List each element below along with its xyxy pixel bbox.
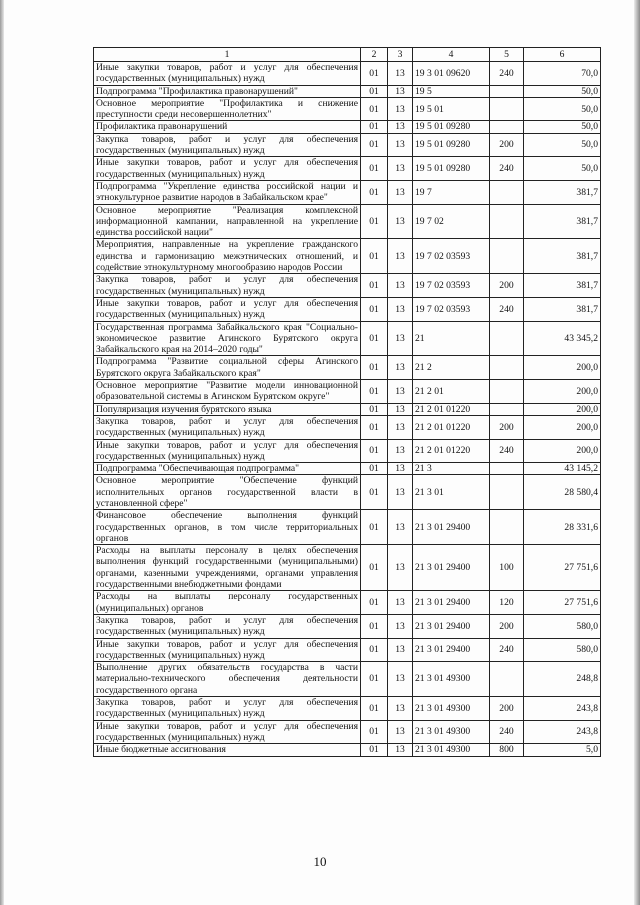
table-row [94,697,601,721]
cell-name: Государственная программа Забайкальского края "Социально-экономическое развитие Агинского Бурятского округа Забайкальского края на 2014–2020 годы" [94,321,361,356]
cell-target-item: 19 5 01 [413,97,490,121]
cell-name: Основное мероприятие "Обеспечение функций исполнительных органов государственной власти в установленной сфере" [94,475,361,510]
cell-sum: 243,8 [524,720,601,744]
cell-sum: 248,8 [524,662,601,697]
cell-expense-type [490,380,524,404]
cell-name: Закупка товаров, работ и услуг для обеспечения государственных (муниципальных) нужд [94,133,361,157]
table-row [94,510,601,545]
cell-section: 01 [361,180,388,204]
cell-sum: 200,0 [524,439,601,463]
cell-section: 01 [361,297,388,321]
cell-sum: 200,0 [524,403,601,415]
cell-sum: 50,0 [524,121,601,133]
table-row [94,439,601,463]
table-row [94,744,601,756]
table-row [94,403,601,415]
cell-name: Закупка товаров, работ и услуг для обеспечения государственных (муниципальных) нужд [94,614,361,638]
cell-name: Основное мероприятие "Профилактика и снижение преступности среди несовершеннолетних" [94,97,361,121]
cell-expense-type: 200 [490,274,524,298]
cell-expense-type: 100 [490,545,524,591]
table-row [94,121,601,133]
cell-name: Закупка товаров, работ и услуг для обеспечения государственных (муниципальных) нужд [94,274,361,298]
cell-subsection: 13 [388,403,413,415]
scan-left-edge [0,0,4,905]
cell-sum: 200,0 [524,415,601,439]
cell-name: Закупка товаров, работ и услуг для обеспечения государственных (муниципальных) нужд [94,697,361,721]
cell-name: Мероприятия, направленные на укрепление гражданского единства и гармонизацию межэтнических отношений, и содействие этнокультурному многообразию народов России [94,239,361,274]
cell-target-item: 21 [413,321,490,356]
cell-expense-type [490,121,524,133]
cell-subsection: 13 [388,662,413,697]
cell-target-item: 21 3 01 [413,475,490,510]
cell-subsection: 13 [388,297,413,321]
cell-target-item: 21 3 01 29400 [413,545,490,591]
cell-section: 01 [361,321,388,356]
cell-expense-type [490,463,524,475]
cell-name: Профилактика правонарушений [94,121,361,133]
table-row [94,204,601,239]
cell-expense-type: 200 [490,697,524,721]
cell-section: 01 [361,62,388,86]
table-row [94,380,601,404]
cell-target-item: 19 7 02 [413,204,490,239]
cell-sum: 28 331,6 [524,510,601,545]
cell-subsection: 13 [388,85,413,97]
cell-name: Подпрограмма "Развитие социальной сферы Агинского Бурятского округа Забайкальского края" [94,356,361,380]
cell-target-item: 19 5 01 09280 [413,121,490,133]
cell-section: 01 [361,133,388,157]
cell-section: 01 [361,157,388,181]
table-row [94,662,601,697]
cell-section: 01 [361,403,388,415]
cell-section: 01 [361,591,388,615]
cell-subsection: 13 [388,121,413,133]
table-row [94,274,601,298]
cell-target-item: 21 2 01 01220 [413,415,490,439]
table-row [94,475,601,510]
cell-target-item: 21 2 [413,356,490,380]
cell-expense-type [490,356,524,380]
cell-target-item: 21 3 [413,463,490,475]
table-row [94,157,601,181]
cell-subsection: 13 [388,356,413,380]
cell-subsection: 13 [388,744,413,756]
cell-subsection: 13 [388,321,413,356]
cell-target-item: 19 5 [413,85,490,97]
table-row [94,614,601,638]
cell-name: Подпрограмма "Обеспечивающая подпрограмма" [94,463,361,475]
table-row [94,545,601,591]
table-row [94,463,601,475]
cell-expense-type [490,204,524,239]
cell-sum: 43 145,2 [524,463,601,475]
cell-sum: 381,7 [524,180,601,204]
cell-sum: 27 751,6 [524,591,601,615]
cell-name: Иные закупки товаров, работ и услуг для обеспечения государственных (муниципальных) нужд [94,297,361,321]
cell-name: Иные бюджетные ассигнования [94,744,361,756]
page-number: 10 [313,854,327,869]
cell-expense-type: 200 [490,415,524,439]
cell-expense-type: 240 [490,157,524,181]
cell-expense-type [490,97,524,121]
cell-section: 01 [361,439,388,463]
cell-target-item: 21 3 01 29400 [413,638,490,662]
cell-subsection: 13 [388,239,413,274]
cell-expense-type [490,662,524,697]
cell-subsection: 13 [388,274,413,298]
cell-target-item: 19 5 01 09280 [413,133,490,157]
cell-subsection: 13 [388,638,413,662]
table-row [94,133,601,157]
cell-sum: 27 751,6 [524,545,601,591]
cell-sum: 200,0 [524,380,601,404]
cell-section: 01 [361,720,388,744]
cell-expense-type [490,321,524,356]
cell-subsection: 13 [388,439,413,463]
cell-name: Расходы на выплаты персоналу в целях обеспечения выполнения функций государственными (муниципальными) органами, казенными учреждениями, органами управления государственными внебюджетными фондами [94,545,361,591]
budget-table [93,47,601,757]
cell-subsection: 13 [388,510,413,545]
cell-name: Популяризация изучения бурятского языка [94,403,361,415]
cell-target-item: 21 2 01 [413,380,490,404]
cell-sum: 381,7 [524,239,601,274]
cell-target-item: 21 2 01 01220 [413,403,490,415]
cell-section: 01 [361,697,388,721]
cell-expense-type [490,180,524,204]
cell-section: 01 [361,121,388,133]
header-cell-name: 1 [94,48,361,62]
cell-subsection: 13 [388,720,413,744]
cell-expense-type [490,510,524,545]
cell-name: Иные закупки товаров, работ и услуг для обеспечения государственных (муниципальных) нужд [94,439,361,463]
cell-target-item: 21 3 01 29400 [413,591,490,615]
cell-name: Выполнение других обязательств государства в части материально-технического обеспечения деятельности государственного органа [94,662,361,697]
cell-name: Основное мероприятие "Реализация комплексной информационной кампании, направленной на укрепление единства российской нации" [94,204,361,239]
cell-subsection: 13 [388,463,413,475]
table-row [94,297,601,321]
cell-sum: 43 345,2 [524,321,601,356]
budget-table-body [94,48,601,757]
cell-section: 01 [361,614,388,638]
cell-section: 01 [361,475,388,510]
cell-sum: 200,0 [524,356,601,380]
cell-sum: 243,8 [524,697,601,721]
cell-target-item: 21 2 01 01220 [413,439,490,463]
cell-target-item: 21 3 01 29400 [413,614,490,638]
cell-sum: 381,7 [524,297,601,321]
cell-subsection: 13 [388,545,413,591]
table-row [94,415,601,439]
cell-sum: 580,0 [524,638,601,662]
cell-section: 01 [361,415,388,439]
cell-expense-type: 240 [490,638,524,662]
cell-target-item: 21 3 01 49300 [413,697,490,721]
table-row [94,97,601,121]
table-row [94,720,601,744]
cell-subsection: 13 [388,614,413,638]
cell-expense-type [490,239,524,274]
table-row [94,321,601,356]
cell-subsection: 13 [388,591,413,615]
cell-subsection: 13 [388,475,413,510]
scan-right-edge [634,0,640,905]
cell-section: 01 [361,380,388,404]
cell-section: 01 [361,85,388,97]
cell-section: 01 [361,463,388,475]
header-cell-target-item: 4 [413,48,490,62]
cell-subsection: 13 [388,157,413,181]
header-cell-section: 2 [361,48,388,62]
cell-section: 01 [361,97,388,121]
cell-sum: 5,0 [524,744,601,756]
table-row [94,591,601,615]
table-row [94,356,601,380]
cell-section: 01 [361,638,388,662]
cell-target-item: 19 7 02 03593 [413,274,490,298]
header-cell-subsection: 3 [388,48,413,62]
cell-sum: 381,7 [524,274,601,298]
cell-sum: 50,0 [524,157,601,181]
cell-target-item: 21 3 01 49300 [413,720,490,744]
table-header-row [94,48,601,62]
cell-section: 01 [361,204,388,239]
cell-name: Иные закупки товаров, работ и услуг для обеспечения государственных (муниципальных) нужд [94,62,361,86]
cell-target-item: 19 3 01 09620 [413,62,490,86]
cell-expense-type: 240 [490,720,524,744]
cell-sum: 50,0 [524,97,601,121]
cell-section: 01 [361,744,388,756]
cell-target-item: 21 3 01 49300 [413,662,490,697]
cell-section: 01 [361,662,388,697]
cell-section: 01 [361,510,388,545]
cell-expense-type: 200 [490,614,524,638]
cell-subsection: 13 [388,380,413,404]
cell-target-item: 19 7 02 03593 [413,239,490,274]
cell-subsection: 13 [388,62,413,86]
header-cell-expense-type: 5 [490,48,524,62]
cell-name: Расходы на выплаты персоналу государственных (муниципальных) органов [94,591,361,615]
cell-expense-type: 120 [490,591,524,615]
cell-expense-type [490,403,524,415]
cell-name: Иные закупки товаров, работ и услуг для обеспечения государственных (муниципальных) нужд [94,157,361,181]
cell-name: Финансовое обеспечение выполнения функций государственных органов, в том числе территориальных органов [94,510,361,545]
cell-name: Основное мероприятие "Развитие модели инновационной образовательной системы в Агинском Бурятском округе" [94,380,361,404]
cell-target-item: 21 3 01 49300 [413,744,490,756]
cell-subsection: 13 [388,204,413,239]
cell-expense-type: 800 [490,744,524,756]
cell-expense-type: 240 [490,439,524,463]
cell-name: Закупка товаров, работ и услуг для обеспечения государственных (муниципальных) нужд [94,415,361,439]
cell-target-item: 19 7 02 03593 [413,297,490,321]
cell-expense-type: 240 [490,62,524,86]
cell-expense-type [490,85,524,97]
cell-section: 01 [361,239,388,274]
cell-subsection: 13 [388,697,413,721]
table-row [94,239,601,274]
cell-target-item: 19 5 01 09280 [413,157,490,181]
table-row [94,85,601,97]
cell-subsection: 13 [388,180,413,204]
cell-expense-type [490,475,524,510]
cell-sum: 50,0 [524,85,601,97]
cell-target-item: 21 3 01 29400 [413,510,490,545]
cell-section: 01 [361,274,388,298]
cell-sum: 70,0 [524,62,601,86]
cell-target-item: 19 7 [413,180,490,204]
cell-expense-type: 240 [490,297,524,321]
cell-sum: 580,0 [524,614,601,638]
header-cell-sum: 6 [524,48,601,62]
table-row [94,180,601,204]
cell-subsection: 13 [388,415,413,439]
cell-name: Иные закупки товаров, работ и услуг для обеспечения государственных (муниципальных) нужд [94,638,361,662]
cell-sum: 28 580,4 [524,475,601,510]
cell-section: 01 [361,356,388,380]
cell-sum: 381,7 [524,204,601,239]
cell-section: 01 [361,545,388,591]
cell-name: Иные закупки товаров, работ и услуг для обеспечения государственных (муниципальных) нужд [94,720,361,744]
cell-expense-type: 200 [490,133,524,157]
cell-name: Подпрограмма "Профилактика правонарушений" [94,85,361,97]
cell-subsection: 13 [388,133,413,157]
cell-name: Подпрограмма "Укрепление единства российской нации и этнокультурное развитие народов в Забайкальском крае" [94,180,361,204]
cell-subsection: 13 [388,97,413,121]
cell-sum: 50,0 [524,133,601,157]
table-row [94,638,601,662]
table-row [94,62,601,86]
